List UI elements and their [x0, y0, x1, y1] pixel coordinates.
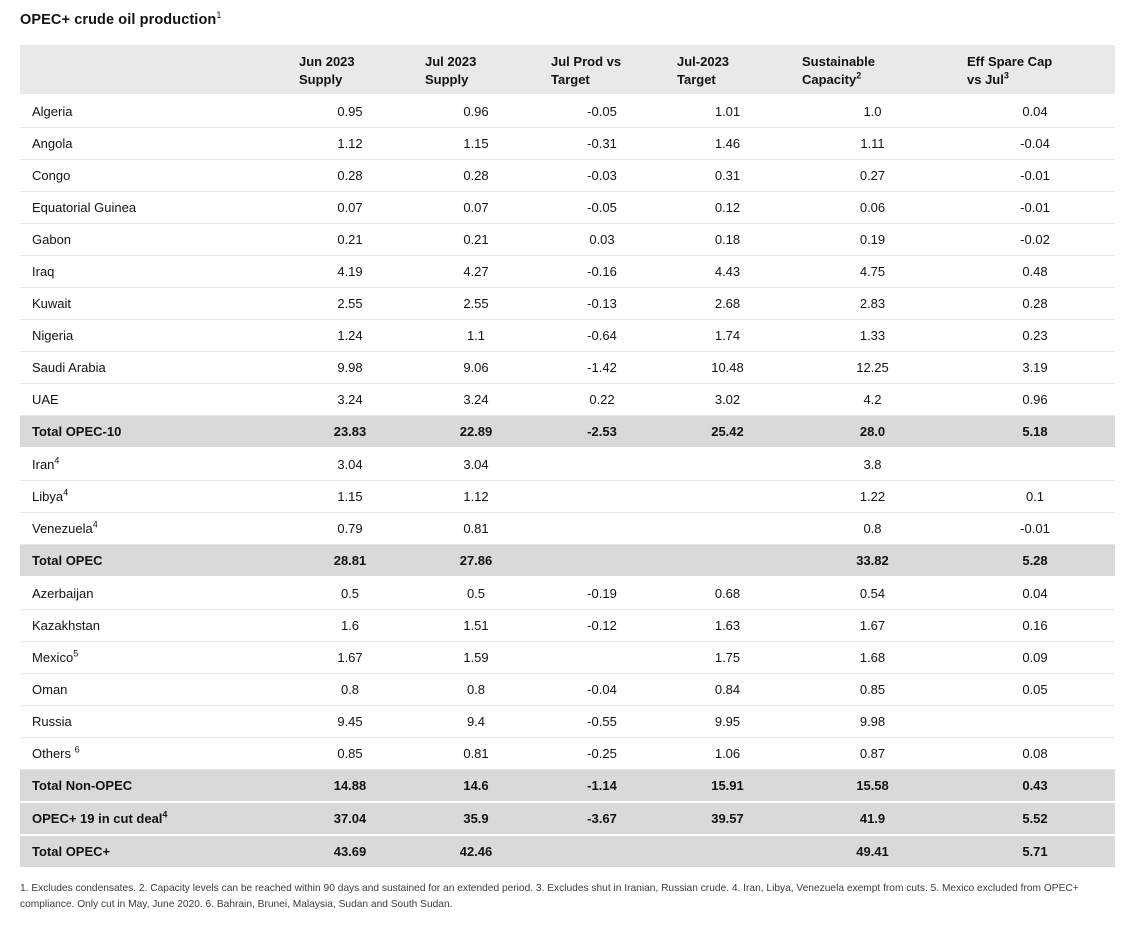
- value-cell: -0.01: [955, 192, 1115, 224]
- row-label: Gabon: [20, 224, 287, 256]
- value-cell: 9.45: [287, 706, 413, 738]
- value-cell: -0.55: [539, 706, 665, 738]
- value-cell: 1.67: [790, 610, 955, 642]
- value-cell: 1.67: [287, 642, 413, 674]
- value-cell: 0.18: [665, 224, 790, 256]
- row-label: Congo: [20, 160, 287, 192]
- value-cell: -0.01: [955, 160, 1115, 192]
- table-row: [20, 256, 1115, 288]
- row-label: Oman: [20, 674, 287, 706]
- value-cell: 5.71: [955, 835, 1115, 868]
- value-cell: 2.83: [790, 288, 955, 320]
- value-cell: 1.15: [413, 128, 539, 160]
- value-cell: 0.31: [665, 160, 790, 192]
- value-cell: 0.5: [287, 577, 413, 610]
- value-cell: 1.11: [790, 128, 955, 160]
- row-label: Angola: [20, 128, 287, 160]
- table-body: [20, 95, 1115, 868]
- value-cell: [539, 545, 665, 578]
- value-cell: 4.19: [287, 256, 413, 288]
- table-row: [20, 513, 1115, 545]
- value-cell: -0.01: [955, 513, 1115, 545]
- table-row: [20, 192, 1115, 224]
- value-cell: -2.53: [539, 416, 665, 449]
- table-row: [20, 738, 1115, 770]
- value-cell: [539, 835, 665, 868]
- value-cell: 28.0: [790, 416, 955, 449]
- value-cell: [955, 706, 1115, 738]
- value-cell: 1.06: [665, 738, 790, 770]
- row-label: Mexico$^5$: [20, 642, 287, 674]
- value-cell: 0.23: [955, 320, 1115, 352]
- value-cell: 1.15: [287, 481, 413, 513]
- total-row: [20, 802, 1115, 835]
- row-label: Algeria: [20, 95, 287, 128]
- row-label: Total OPEC-10: [20, 416, 287, 449]
- value-cell: 4.43: [665, 256, 790, 288]
- value-cell: 0.81: [413, 738, 539, 770]
- value-cell: [665, 545, 790, 578]
- value-cell: 0.85: [287, 738, 413, 770]
- value-cell: -0.25: [539, 738, 665, 770]
- value-cell: 0.21: [287, 224, 413, 256]
- table-row: [20, 706, 1115, 738]
- row-label: Total Non-OPEC: [20, 770, 287, 803]
- row-label: Total OPEC: [20, 545, 287, 578]
- value-cell: 0.06: [790, 192, 955, 224]
- header-row: [20, 45, 1115, 95]
- value-cell: 9.95: [665, 706, 790, 738]
- row-label: UAE: [20, 384, 287, 416]
- row-label-superscript: 5: [73, 648, 79, 659]
- table-row: [20, 577, 1115, 610]
- value-cell: 12.25: [790, 352, 955, 384]
- value-cell: 0.19: [790, 224, 955, 256]
- value-cell: 0.96: [955, 384, 1115, 416]
- value-cell: 27.86: [413, 545, 539, 578]
- value-cell: 1.33: [790, 320, 955, 352]
- value-cell: 49.41: [790, 835, 955, 868]
- page-title: [20, 12, 1115, 28]
- value-cell: 0.27: [790, 160, 955, 192]
- table-row: [20, 481, 1115, 513]
- value-cell: -0.03: [539, 160, 665, 192]
- value-cell: 0.05: [955, 674, 1115, 706]
- value-cell: 0.68: [665, 577, 790, 610]
- value-cell: 3.04: [287, 448, 413, 481]
- value-cell: 10.48: [665, 352, 790, 384]
- value-cell: 25.42: [665, 416, 790, 449]
- value-cell: 0.54: [790, 577, 955, 610]
- total-row: [20, 545, 1115, 578]
- column-header: Eff Spare Cap vs Jul$^3$: [955, 45, 1115, 95]
- value-cell: [665, 835, 790, 868]
- value-cell: 1.46: [665, 128, 790, 160]
- value-cell: 0.16: [955, 610, 1115, 642]
- value-cell: 0.04: [955, 95, 1115, 128]
- value-cell: 0.79: [287, 513, 413, 545]
- table-row: [20, 224, 1115, 256]
- value-cell: 0.48: [955, 256, 1115, 288]
- row-label: Kuwait: [20, 288, 287, 320]
- value-cell: 0.07: [287, 192, 413, 224]
- value-cell: 0.07: [413, 192, 539, 224]
- value-cell: 1.0: [790, 95, 955, 128]
- value-cell: 3.24: [413, 384, 539, 416]
- row-label: OPEC+ 19 in cut deal$^4$: [20, 802, 287, 835]
- row-label-superscript: 4: [162, 809, 168, 820]
- value-cell: 1.24: [287, 320, 413, 352]
- header-superscript: 2: [856, 70, 862, 81]
- value-cell: 37.04: [287, 802, 413, 835]
- value-cell: 0.5: [413, 577, 539, 610]
- row-label: Venezuela$^4$: [20, 513, 287, 545]
- row-label-superscript: 6: [74, 744, 80, 755]
- value-cell: 5.52: [955, 802, 1115, 835]
- value-cell: 3.02: [665, 384, 790, 416]
- value-cell: 35.9: [413, 802, 539, 835]
- value-cell: 0.84: [665, 674, 790, 706]
- value-cell: 2.55: [413, 288, 539, 320]
- value-cell: 0.21: [413, 224, 539, 256]
- value-cell: 33.82: [790, 545, 955, 578]
- value-cell: 1.12: [287, 128, 413, 160]
- value-cell: 0.12: [665, 192, 790, 224]
- value-cell: 42.46: [413, 835, 539, 868]
- value-cell: -0.64: [539, 320, 665, 352]
- title-superscript: 1: [216, 10, 222, 21]
- value-cell: 4.75: [790, 256, 955, 288]
- value-cell: -0.12: [539, 610, 665, 642]
- value-cell: -0.31: [539, 128, 665, 160]
- value-cell: -0.04: [955, 128, 1115, 160]
- value-cell: [539, 448, 665, 481]
- row-label-superscript: 4: [92, 519, 98, 530]
- value-cell: [955, 448, 1115, 481]
- total-row: [20, 416, 1115, 449]
- value-cell: 1.75: [665, 642, 790, 674]
- total-row: [20, 770, 1115, 803]
- value-cell: [539, 513, 665, 545]
- table-row: [20, 128, 1115, 160]
- value-cell: 1.59: [413, 642, 539, 674]
- value-cell: 1.01: [665, 95, 790, 128]
- value-cell: 0.85: [790, 674, 955, 706]
- value-cell: 0.8: [790, 513, 955, 545]
- value-cell: [665, 513, 790, 545]
- total-row: [20, 835, 1115, 868]
- row-label: Iran$^4$: [20, 448, 287, 481]
- row-label: Libya$^4$: [20, 481, 287, 513]
- value-cell: 1.63: [665, 610, 790, 642]
- value-cell: 39.57: [665, 802, 790, 835]
- value-cell: 0.22: [539, 384, 665, 416]
- column-header: Sustainable Capacity$^2$: [790, 45, 955, 95]
- table-row: [20, 610, 1115, 642]
- value-cell: 1.68: [790, 642, 955, 674]
- page-title-text: OPEC+ crude oil production: [20, 12, 217, 28]
- row-label: Total OPEC+: [20, 835, 287, 868]
- column-header: Jun 2023 Supply: [287, 45, 413, 95]
- value-cell: 22.89: [413, 416, 539, 449]
- table-row: [20, 288, 1115, 320]
- value-cell: 1.51: [413, 610, 539, 642]
- value-cell: 0.28: [413, 160, 539, 192]
- value-cell: 0.28: [955, 288, 1115, 320]
- value-cell: 0.95: [287, 95, 413, 128]
- value-cell: 9.4: [413, 706, 539, 738]
- value-cell: 0.87: [790, 738, 955, 770]
- value-cell: -1.42: [539, 352, 665, 384]
- value-cell: 23.83: [287, 416, 413, 449]
- value-cell: 0.8: [413, 674, 539, 706]
- row-label: Nigeria: [20, 320, 287, 352]
- column-header: Jul Prod vs Target: [539, 45, 665, 95]
- value-cell: 9.06: [413, 352, 539, 384]
- row-label: Kazakhstan: [20, 610, 287, 642]
- value-cell: -0.04: [539, 674, 665, 706]
- value-cell: -0.19: [539, 577, 665, 610]
- value-cell: 0.43: [955, 770, 1115, 803]
- row-label-superscript: 4: [54, 455, 60, 466]
- value-cell: -0.05: [539, 95, 665, 128]
- table-row: [20, 95, 1115, 128]
- value-cell: 3.19: [955, 352, 1115, 384]
- value-cell: 3.24: [287, 384, 413, 416]
- value-cell: [665, 448, 790, 481]
- value-cell: 0.8: [287, 674, 413, 706]
- value-cell: 3.8: [790, 448, 955, 481]
- value-cell: 4.27: [413, 256, 539, 288]
- row-label: Iraq: [20, 256, 287, 288]
- value-cell: 2.55: [287, 288, 413, 320]
- value-cell: [665, 481, 790, 513]
- value-cell: 1.6: [287, 610, 413, 642]
- value-cell: 43.69: [287, 835, 413, 868]
- value-cell: -3.67: [539, 802, 665, 835]
- value-cell: 0.04: [955, 577, 1115, 610]
- header-superscript: 3: [1003, 70, 1009, 81]
- value-cell: -0.16: [539, 256, 665, 288]
- footnotes: 1. Excludes condensates. 2. Capacity levels can be reached within 90 days and sustained for an extended period. 3. Excludes shut in Iranian, Russian crude. 4. Iran, Libya, Venezuela exempt from cuts. 5. Mexico excluded from OPEC+ compliance. Only cut in May, June 2020. 6. Bahrain, Brunei, Malaysia, Sudan and South Sudan.: [20, 883, 1079, 911]
- table-row: [20, 642, 1115, 674]
- row-label: Equatorial Guinea: [20, 192, 287, 224]
- value-cell: 28.81: [287, 545, 413, 578]
- value-cell: -0.05: [539, 192, 665, 224]
- value-cell: 0.1: [955, 481, 1115, 513]
- table-header: [20, 45, 1115, 95]
- value-cell: 1.1: [413, 320, 539, 352]
- value-cell: 0.81: [413, 513, 539, 545]
- value-cell: 1.22: [790, 481, 955, 513]
- row-label: Russia: [20, 706, 287, 738]
- production-table: [20, 45, 1115, 869]
- value-cell: 2.68: [665, 288, 790, 320]
- value-cell: [539, 481, 665, 513]
- value-cell: 4.2: [790, 384, 955, 416]
- value-cell: 41.9: [790, 802, 955, 835]
- table-row: [20, 320, 1115, 352]
- value-cell: 0.96: [413, 95, 539, 128]
- row-label: Others $^6$: [20, 738, 287, 770]
- value-cell: [539, 642, 665, 674]
- value-cell: 15.58: [790, 770, 955, 803]
- table-row: [20, 352, 1115, 384]
- value-cell: 5.18: [955, 416, 1115, 449]
- value-cell: -1.14: [539, 770, 665, 803]
- value-cell: 3.04: [413, 448, 539, 481]
- value-cell: 9.98: [287, 352, 413, 384]
- value-cell: 14.88: [287, 770, 413, 803]
- table-row: [20, 674, 1115, 706]
- value-cell: -0.13: [539, 288, 665, 320]
- value-cell: 15.91: [665, 770, 790, 803]
- value-cell: 1.74: [665, 320, 790, 352]
- value-cell: 0.08: [955, 738, 1115, 770]
- value-cell: 1.12: [413, 481, 539, 513]
- value-cell: 14.6: [413, 770, 539, 803]
- value-cell: 0.09: [955, 642, 1115, 674]
- column-header: Jul-2023 Target: [665, 45, 790, 95]
- value-cell: 0.03: [539, 224, 665, 256]
- column-header: [20, 45, 287, 95]
- value-cell: 5.28: [955, 545, 1115, 578]
- value-cell: 9.98: [790, 706, 955, 738]
- row-label-superscript: 4: [63, 487, 69, 498]
- column-header: Jul 2023 Supply: [413, 45, 539, 95]
- table-row: [20, 384, 1115, 416]
- row-label: Saudi Arabia: [20, 352, 287, 384]
- row-label: Azerbaijan: [20, 577, 287, 610]
- value-cell: -0.02: [955, 224, 1115, 256]
- table-row: [20, 160, 1115, 192]
- value-cell: 0.28: [287, 160, 413, 192]
- table-row: [20, 448, 1115, 481]
